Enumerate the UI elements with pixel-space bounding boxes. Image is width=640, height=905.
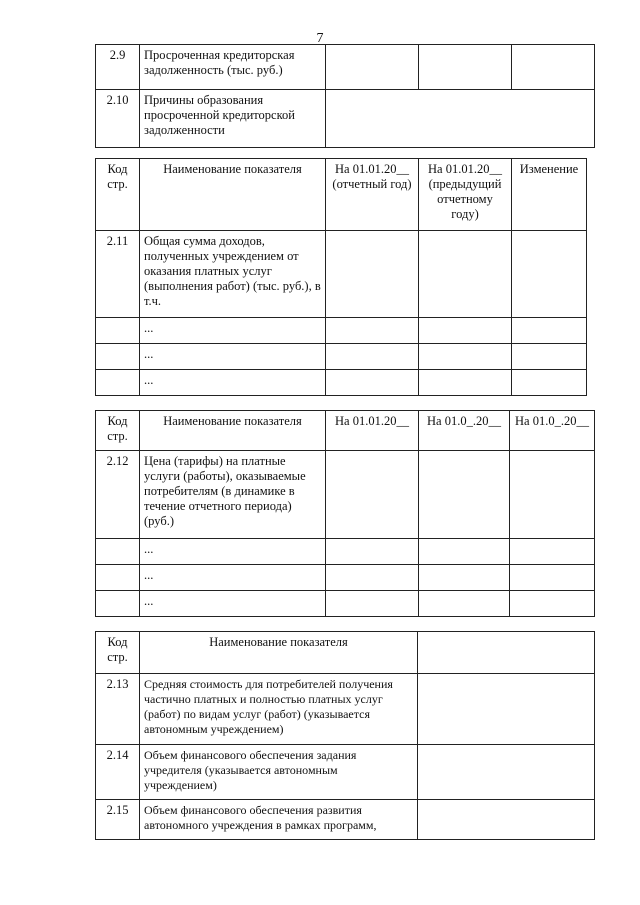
table-row <box>96 539 595 565</box>
value-cell[interactable] <box>419 231 512 318</box>
value-cell[interactable] <box>326 591 419 617</box>
row-code <box>96 565 140 591</box>
value-cell[interactable] <box>510 539 595 565</box>
row-name: ... <box>140 370 326 396</box>
table-row <box>96 565 595 591</box>
value-cell[interactable] <box>419 318 512 344</box>
row-code: 2.13 <box>96 674 140 745</box>
table-row <box>96 344 587 370</box>
table-financial-support <box>95 631 595 840</box>
table-row <box>96 90 595 148</box>
row-code <box>96 344 140 370</box>
row-name: ... <box>140 318 326 344</box>
value-cell[interactable] <box>419 370 512 396</box>
value-cell[interactable] <box>418 632 595 674</box>
value-cell[interactable] <box>510 451 595 539</box>
table-row <box>96 591 595 617</box>
row-name: ... <box>140 539 326 565</box>
header-code: Код стр. <box>96 632 140 674</box>
row-code: 2.15 <box>96 800 140 840</box>
value-cell[interactable] <box>326 318 419 344</box>
table-header-row <box>96 632 595 674</box>
table-overdue-debt <box>95 44 595 148</box>
row-code: 2.10 <box>96 90 140 148</box>
row-name: Просроченная кредиторская задолженность (тыс. руб.) <box>140 45 326 90</box>
value-cell[interactable] <box>512 318 587 344</box>
value-cell[interactable] <box>326 565 419 591</box>
value-cell[interactable] <box>418 800 595 840</box>
value-cell[interactable] <box>512 45 595 90</box>
row-name: Цена (тарифы) на платные услуги (работы), оказываемые потребителям (в динамике в течение отчетного периода) (руб.) <box>140 451 326 539</box>
row-name: Объем финансового обеспечения задания учредителя (указывается автономным учреждением) <box>140 745 418 800</box>
row-name: ... <box>140 344 326 370</box>
row-code: 2.11 <box>96 231 140 318</box>
value-cell[interactable] <box>419 451 510 539</box>
table-row <box>96 370 587 396</box>
row-code <box>96 318 140 344</box>
table-header-row <box>96 159 587 231</box>
row-code <box>96 370 140 396</box>
value-cell[interactable] <box>419 591 510 617</box>
table-row <box>96 45 595 90</box>
value-cell[interactable] <box>512 231 587 318</box>
value-cell[interactable] <box>326 539 419 565</box>
table-row <box>96 231 587 318</box>
table-service-prices <box>95 410 595 617</box>
table-paid-services-income <box>95 158 587 396</box>
row-name: Средняя стоимость для потребителей получения частично платных и полностью платных услуг (работ) по видам услуг (работ) (указывается автономным учреждением) <box>140 674 418 745</box>
table-row <box>96 318 587 344</box>
value-cell[interactable] <box>326 45 419 90</box>
table-row <box>96 451 595 539</box>
row-name: Причины образования просроченной кредиторской задолженности <box>140 90 326 148</box>
table-row <box>96 800 595 840</box>
header-name: Наименование показателя <box>140 411 326 451</box>
header-code: Код стр. <box>96 411 140 451</box>
header-code: Код стр. <box>96 159 140 231</box>
header-col2: На 01.0_.20__ <box>419 411 510 451</box>
header-col1: На 01.01.20__ (отчетный год) <box>326 159 419 231</box>
header-col3: Изменение <box>512 159 587 231</box>
value-cell[interactable] <box>419 45 512 90</box>
row-code: 2.9 <box>96 45 140 90</box>
value-cell[interactable] <box>418 674 595 745</box>
value-cell[interactable] <box>419 344 512 370</box>
value-cell[interactable] <box>512 344 587 370</box>
value-cell[interactable] <box>326 90 595 148</box>
table-row <box>96 745 595 800</box>
value-cell[interactable] <box>419 539 510 565</box>
row-name: Общая сумма доходов, полученных учреждением от оказания платных услуг (выполнения работ) (тыс. руб.), в т.ч. <box>140 231 326 318</box>
value-cell[interactable] <box>326 370 419 396</box>
header-name: Наименование показателя <box>140 159 326 231</box>
table-header-row <box>96 411 595 451</box>
header-col2: На 01.01.20__ (предыдущий отчетному году) <box>419 159 512 231</box>
header-name: Наименование показателя <box>140 632 418 674</box>
header-col3: На 01.0_.20__ <box>510 411 595 451</box>
value-cell[interactable] <box>512 370 587 396</box>
row-name: Объем финансового обеспечения развития автономного учреждения в рамках программ, <box>140 800 418 840</box>
value-cell[interactable] <box>418 745 595 800</box>
table-row <box>96 674 595 745</box>
value-cell[interactable] <box>326 451 419 539</box>
row-code: 2.12 <box>96 451 140 539</box>
row-name: ... <box>140 565 326 591</box>
header-col1: На 01.01.20__ <box>326 411 419 451</box>
row-code <box>96 591 140 617</box>
value-cell[interactable] <box>326 344 419 370</box>
value-cell[interactable] <box>326 231 419 318</box>
page-number: 7 <box>316 31 324 46</box>
row-code <box>96 539 140 565</box>
value-cell[interactable] <box>510 565 595 591</box>
row-code: 2.14 <box>96 745 140 800</box>
value-cell[interactable] <box>510 591 595 617</box>
value-cell[interactable] <box>419 565 510 591</box>
row-name: ... <box>140 591 326 617</box>
